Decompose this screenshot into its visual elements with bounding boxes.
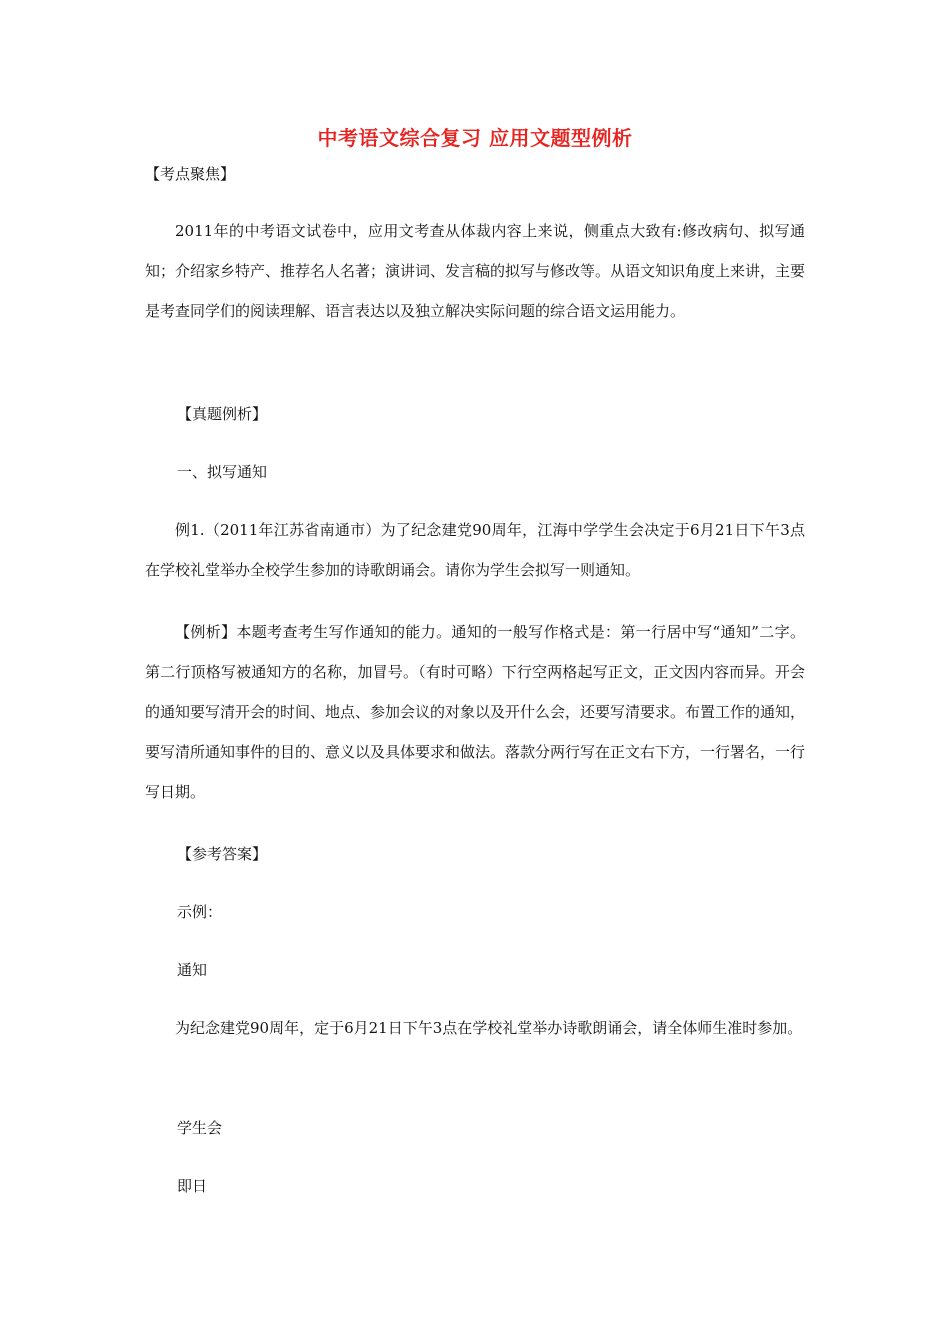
sample-label: 示例： — [177, 903, 223, 921]
analysis-paragraph: 【例析】本题考查考生写作通知的能力。通知的一般写作格式是：第一行居中写“通知”二字。第二行顶格写被通知方的名称，加冒号。（有时可略）下行空两格起写正文，正文因内容而异。开会的通知要写清开会的时间、地点、参加会议的对象以及开什么会，还要写清要求。布置工作的通知，要写清所通知事件的目的、意义以及具体要求和做法。落款分两行写在正文右下方，一行署名，一行写日期。 — [145, 623, 806, 801]
notice-body: 为纪念建党90周年，定于6月21日下午3点在学校礼堂举办诗歌朗诵会，请全体师生准时参加。 — [175, 1019, 803, 1037]
examples-heading: 【真题例析】 — [177, 405, 268, 423]
notice-date: 即日 — [177, 1177, 208, 1195]
section-one-heading: 一、拟写通知 — [177, 463, 268, 481]
notice-title: 通知 — [177, 961, 208, 979]
focus-heading: 【考点聚焦】 — [145, 165, 236, 183]
example-one-paragraph: 例1.（2011年江苏省南通市）为了纪念建党90周年，江海中学学生会决定于6月21日下午3点在学校礼堂举办全校学生参加的诗歌朗诵会。请你为学生会拟写一则通知。 — [145, 521, 805, 579]
notice-signature: 学生会 — [177, 1119, 223, 1137]
document-title: 中考语文综合复习 应用文题型例析 — [317, 126, 633, 150]
intro-paragraph: 2011年的中考语文试卷中，应用文考查从体裁内容上来说，侧重点大致有:修改病句、拟写通知；介绍家乡特产、推荐名人名著；演讲词、发言稿的拟写与修改等。从语文知识角度上来讲，主要是考查同学们的阅读理解、语言表达以及独立解决实际问题的综合语文运用能力。 — [145, 222, 806, 320]
answer-heading: 【参考答案】 — [177, 845, 268, 863]
